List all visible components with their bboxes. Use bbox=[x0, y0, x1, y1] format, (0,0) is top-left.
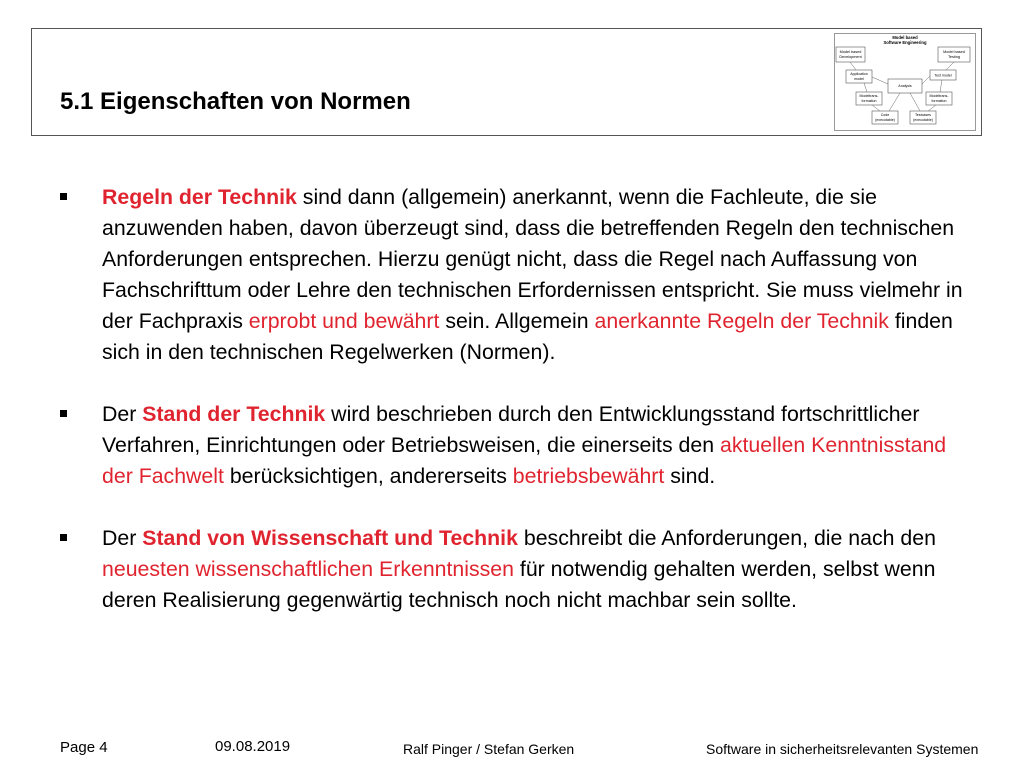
highlight-phrase: erprobt und bewährt bbox=[248, 309, 440, 333]
diagram-top-label-2: Software Engineering bbox=[883, 40, 927, 45]
highlight-term: Stand der Technik bbox=[142, 402, 326, 426]
diagram-mbd-label: Model based bbox=[839, 50, 862, 54]
highlight-phrase: anerkannte Regeln der Technik bbox=[594, 309, 889, 333]
diagram-app-model-label-2: model bbox=[854, 77, 864, 81]
text-segment: wird beschrieben durch den Entwicklungsstand fortschrittlicher Verfahren, Einrichtungen oder Betriebsweisen, die einerseits den bbox=[102, 402, 920, 457]
bullet-text bbox=[102, 402, 946, 488]
mbse-diagram bbox=[834, 33, 976, 131]
diagram-app-model-label: Application bbox=[850, 72, 868, 76]
bullet-item bbox=[60, 523, 980, 616]
text-segment: sind. bbox=[664, 464, 716, 488]
highlight-phrase: neuesten wissenschaftlichen Erkenntnissen bbox=[102, 557, 514, 581]
highlight-phrase: aktuellen Kenntnisstand der Fachwelt bbox=[102, 433, 947, 488]
text-segment: sind dann (allgemein) anerkannt, wenn die Fachleute, die sie anzuwenden haben, davon überzeugt sind, dass die betreffenden Regeln den technischen Anforderungen entsprechen. Hierzu genügt nicht, dass die Regel nach Auffassung von Fachschrifttum oder Lehre den technischen Erfordernissen entspricht. Sie muss vielmehr in der Fachpraxis bbox=[102, 185, 963, 333]
footer-authors: Ralf Pinger / Stefan Gerken bbox=[403, 741, 575, 757]
diagram-mbt-label-2: Testing bbox=[947, 55, 961, 59]
diagram-mbd-label-2: Development bbox=[839, 55, 862, 59]
diagram-mt-left-label-2: formation bbox=[861, 99, 877, 103]
footer-page-number: Page 4 bbox=[60, 739, 108, 756]
text-segment: sein. Allgemein bbox=[439, 309, 595, 333]
footer-date: 09.08.2019 bbox=[215, 738, 291, 755]
highlight-term: Stand von Wissenschaft und Technik bbox=[142, 526, 518, 550]
text-segment: beschreibt die Anforderungen, die nach den bbox=[517, 526, 936, 550]
text-segment: berücksichtigen, andererseits bbox=[223, 464, 513, 488]
diagram-mt-right-label-2: formation bbox=[931, 99, 947, 103]
diagram-mt-right-label: Modeltrans- bbox=[929, 94, 949, 98]
diagram-mbt-label: Model based bbox=[943, 50, 965, 54]
diagram-code-label: Code bbox=[880, 113, 890, 117]
diagram-code-label-2: (executable) bbox=[875, 118, 895, 122]
bullet-list bbox=[60, 182, 980, 647]
diagram-test-model-label: Test model bbox=[934, 73, 952, 78]
square-bullet-icon bbox=[60, 410, 67, 417]
diagram-testcases-label: Testcases bbox=[915, 113, 931, 117]
text-segment: Der bbox=[102, 402, 143, 426]
footer-course-title: Software in sicherheitsrelevanten Systemen bbox=[706, 741, 979, 757]
bullet-item bbox=[60, 182, 980, 368]
bullet-text bbox=[102, 185, 963, 364]
slide-title: 5.1 Eigenschaften von Normen bbox=[60, 88, 411, 115]
diagram-mt-left-label: Modeltrans- bbox=[859, 94, 879, 98]
diagram-analysis-label: Analysis bbox=[898, 84, 912, 88]
bullet-item bbox=[60, 399, 980, 492]
square-bullet-icon bbox=[60, 534, 67, 541]
bullet-text bbox=[102, 526, 936, 612]
highlight-term: Regeln der Technik bbox=[102, 185, 297, 209]
highlight-phrase: betriebsbewährt bbox=[512, 464, 665, 488]
text-segment: Der bbox=[102, 526, 143, 550]
text-segment: für notwendig gehalten werden, selbst wenn deren Realisierung gegenwärtig technisch noch nicht machbar sein sollte. bbox=[102, 557, 936, 612]
text-segment: finden sich in den technischen Regelwerken (Normen). bbox=[102, 309, 953, 364]
diagram-testcases-label-2: (executable) bbox=[913, 118, 933, 122]
diagram-top-label: Model based bbox=[892, 35, 918, 40]
square-bullet-icon bbox=[60, 193, 67, 200]
